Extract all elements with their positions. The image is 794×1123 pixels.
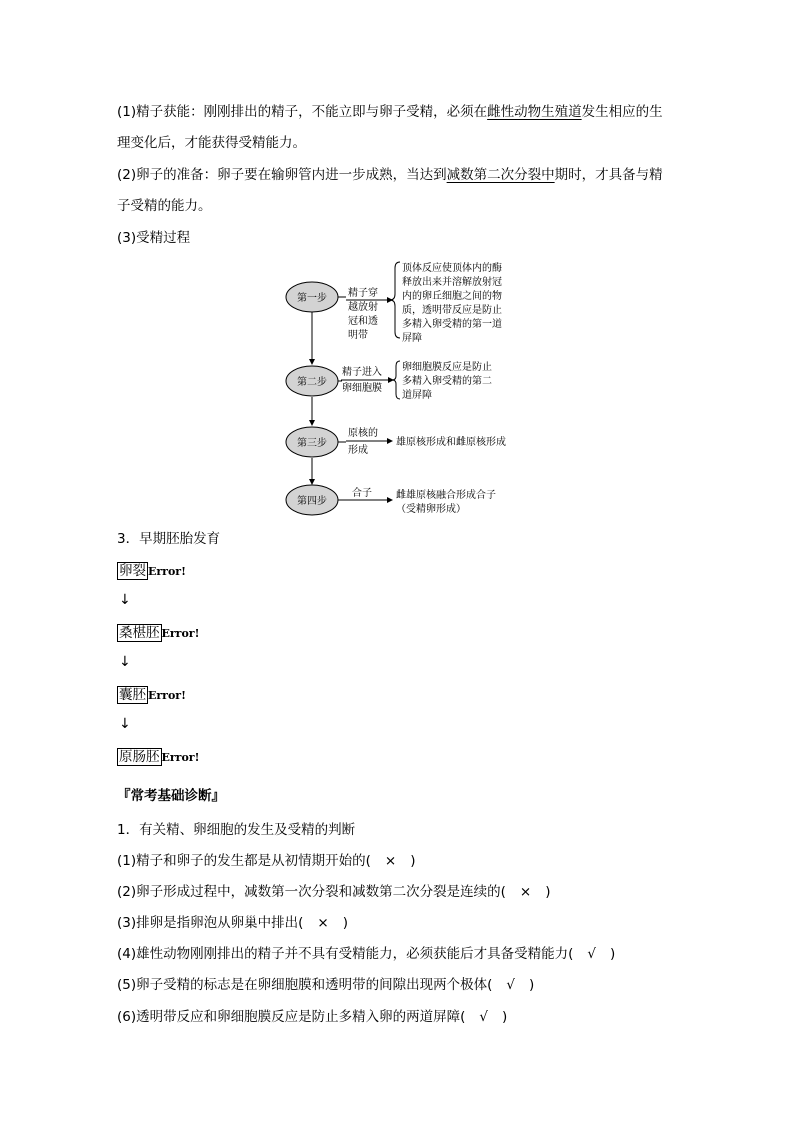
down-arrow-2: ↓ [119, 654, 131, 670]
judgment-4-close: ) [610, 946, 616, 962]
item2-rest: 期时，才具备与精 [554, 167, 663, 183]
item2-underlined: 减数第二次分裂中 [446, 167, 555, 183]
judgment-2-text: (2)卵子形成过程中，减数第一次分裂和减数第二次分裂是连续的( [117, 884, 506, 900]
item1-line2: 理变化后，才能获得受精能力。 [117, 135, 306, 151]
step-2-mid-0: 精子进入 [342, 367, 382, 378]
step-3-mid-0: 原核的 [348, 428, 378, 439]
embryo-heading: 3．早期胚胎发育 [117, 531, 221, 547]
judgment-3-close: ) [342, 915, 348, 931]
step-2-mid-1: 卵细胞膜 [342, 383, 382, 394]
item2-line2: 子受精的能力。 [117, 198, 212, 214]
step-1-desc [402, 261, 505, 344]
judgment-item-4 [117, 945, 615, 963]
step-2-desc-0: 卵细胞膜反应是防止 [402, 362, 492, 373]
judgment-4-mark: √ [587, 946, 596, 962]
judgment-1-close: ) [410, 853, 416, 869]
step-1 [286, 261, 505, 344]
step-1-mid-2: 冠和透 [348, 316, 378, 327]
step-2-desc-2: 道屏障 [402, 390, 432, 401]
item1-label: (1)精子获能：刚刚排出的精子，不能立即与卵子受精，必须在 [117, 104, 488, 120]
stage-4-error: Error! [161, 751, 200, 764]
fertilization-diagram [0, 250, 794, 520]
judgment-item-3 [117, 914, 348, 932]
judgment-item-2 [117, 883, 550, 901]
item1-rest: 发生相应的生 [581, 104, 663, 120]
step-1-brace [390, 262, 400, 338]
item3-heading: (3)受精过程 [117, 230, 191, 246]
judgment-item-5 [117, 976, 534, 994]
item1-underlined: 雌性动物生殖道 [487, 104, 582, 120]
stage-1 [117, 562, 186, 581]
step-4-label: 第四步 [297, 496, 327, 507]
step-1-desc-2: 内的卵丘细胞之间的物 [402, 291, 502, 302]
step-2 [286, 360, 495, 401]
stage-1-name: 卵裂 [119, 563, 146, 579]
judgment-item-6 [117, 1008, 507, 1026]
step-1-mid-0: 精子穿 [348, 288, 378, 299]
step-3 [286, 426, 506, 457]
item1-line1 [117, 103, 663, 121]
step-1-desc-1: 释放出来并溶解放射冠 [402, 277, 502, 288]
step-2-brace [392, 361, 400, 399]
step-2-desc-1: 多精入卵受精的第二 [402, 376, 492, 387]
step-1-desc-3: 质，透明带反应是防止 [402, 305, 502, 316]
judgment-1-mark: × [384, 853, 397, 869]
judgment-3-mark: × [317, 915, 329, 931]
stage-4-name: 原肠胚 [119, 749, 160, 765]
down-arrow-3: ↓ [119, 716, 131, 732]
step-2-desc [402, 360, 495, 401]
step-4-desc-0: 雌雄原核融合形成合子 [396, 490, 496, 501]
step-4 [286, 485, 499, 515]
judgment-1-text: (1)精子和卵子的发生都是从初情期开始的( [117, 853, 371, 869]
step-3-mid-1: 形成 [348, 445, 368, 456]
judgment-4-text: (4)雄性动物刚刚排出的精子并不具有受精能力，必须获能后才具备受精能力( [117, 946, 574, 962]
step-3-desc-0: 雄原核形成和雌原核形成 [396, 437, 506, 448]
down-arrow-1: ↓ [119, 592, 131, 608]
step-1-mid [348, 286, 381, 341]
stage-4 [117, 748, 199, 767]
stage-3-error: Error! [148, 689, 186, 702]
step-4-mid [352, 486, 372, 499]
stage-2-error: Error! [161, 627, 200, 640]
step-1-desc-0: 顶体反应使顶体内的酶 [402, 263, 502, 274]
step-4-desc [396, 488, 499, 515]
step-2-label: 第二步 [297, 377, 327, 388]
stage-3-name: 囊胚 [119, 687, 146, 703]
stage-3 [117, 686, 186, 705]
diagnosis-subheading: 1．有关精、卵细胞的发生及受精的判断 [117, 822, 356, 838]
diagnosis-heading: 『常考基础诊断』 [117, 788, 225, 804]
judgment-item-1 [117, 852, 415, 870]
judgment-5-close: ) [529, 977, 535, 993]
step-1-mid-3: 明带 [348, 330, 368, 341]
step-3-desc [396, 435, 506, 448]
judgment-6-text: (6)透明带反应和卵细胞膜反应是防止多精入卵的两道屏障( [117, 1009, 466, 1025]
judgment-2-mark: × [519, 884, 532, 900]
step-4-mid-0: 合子 [352, 488, 372, 499]
stage-2-name: 桑椹胚 [119, 625, 160, 641]
judgment-6-close: ) [502, 1009, 508, 1025]
step-4-desc-1: （受精卵形成） [396, 504, 466, 515]
step-1-mid-1: 越放射 [348, 302, 378, 313]
step-1-desc-5: 屏障 [402, 333, 422, 344]
judgment-3-text: (3)排卵是指卵泡从卵巢中排出( [117, 915, 304, 931]
step-1-label: 第一步 [297, 293, 327, 304]
item2-label: (2)卵子的准备：卵子要在输卵管内进一步成熟，当达到 [117, 167, 447, 183]
step-3-label: 第三步 [297, 438, 327, 449]
judgment-6-mark: √ [479, 1009, 488, 1025]
item2-line1 [117, 166, 663, 184]
step-1-desc-4: 多精入卵受精的第一道 [402, 319, 502, 330]
judgment-2-close: ) [545, 884, 551, 900]
stage-2 [117, 624, 199, 643]
stage-1-error: Error! [148, 565, 186, 578]
judgment-5-mark: √ [506, 977, 515, 993]
judgment-5-text: (5)卵子受精的标志是在卵细胞膜和透明带的间隙出现两个极体( [117, 977, 493, 993]
